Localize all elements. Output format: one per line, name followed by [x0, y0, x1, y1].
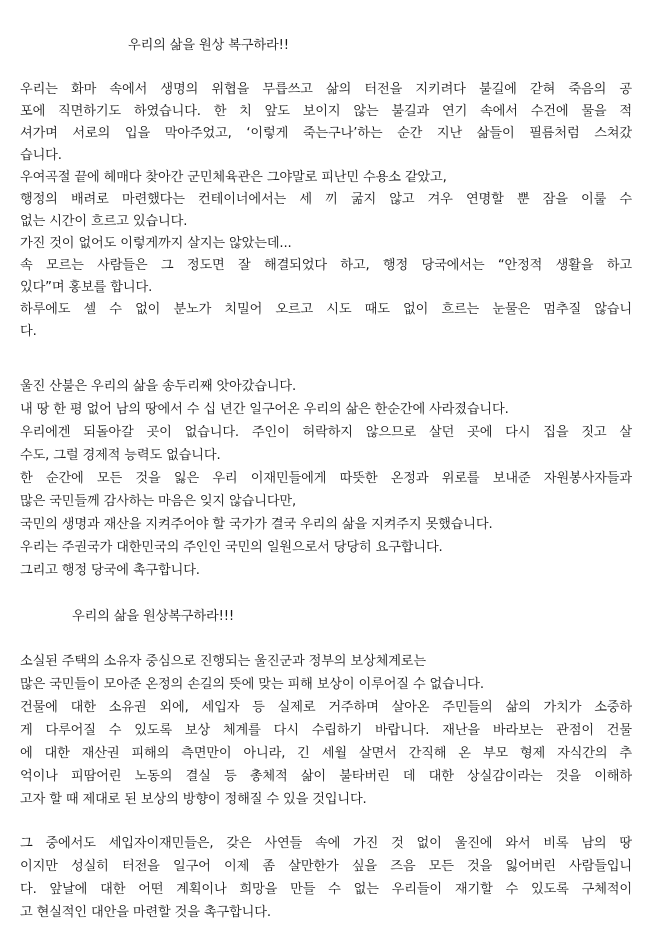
- text-line: 억이나 피땀어린 노동의 결실 등 총체적 삶이 불타버린 데 대한 상실감이라는 것을 이해하: [20, 769, 632, 784]
- text-line: 우여곡절 끝에 헤매다 찾아간 군민체육관은 그야말로 피난민 수용소 같았고,: [20, 170, 447, 185]
- document-title: 우리의 삶을 원상 복구하라!!: [128, 38, 289, 53]
- text-line: 우리에겐 되돌아갈 곳이 없습니다. 주인이 허락하지 않으므로 살던 곳에 다시 집을 짓고 살: [20, 425, 632, 440]
- text-line: 그 중에서도 세입자이재민들은, 갖은 사연들 속에 가진 것 없이 울진에 와서 비록 남의 땅: [20, 836, 632, 851]
- text-line: 속 모르는 사람들은 그 정도면 잘 해결되었다 하고, 행정 당국에서는 “안정적 생활을 하고: [20, 258, 632, 273]
- section-title: 우리의 삶을 원상복구하라!!!: [72, 609, 234, 624]
- text-line: 가진 것이 없어도 이렇게까지 살지는 않았는데...: [20, 236, 292, 251]
- text-line: 국민의 생명과 재산을 지켜주어야 할 국가가 결국 우리의 삶을 지켜주지 못했습니다.: [20, 517, 493, 532]
- text-line: 수도, 그럴 경제적 능력도 없습니다.: [20, 448, 221, 463]
- text-line: 하루에도 셀 수 없이 분노가 치밀어 오르고 시도 때도 없이 흐르는 눈물은 멈추질 않습니: [20, 302, 632, 317]
- text-line: 셔가며 서로의 입을 막아주었고, ‘이렇게 죽는구나’하는 순간 지난 삶들이 필름처럼 스쳐갔: [20, 126, 632, 141]
- text-line: 습니다.: [20, 148, 62, 163]
- text-line: 다. 앞날에 대한 어떤 계획이나 희망을 만들 수 없는 우리들이 재기할 수 있도록 구체적이: [20, 882, 632, 897]
- text-line: 많은 국민들께 감사하는 마음은 잊지 않습니다만,: [20, 494, 297, 509]
- text-line: 그리고 행정 당국에 촉구합니다.: [20, 563, 200, 578]
- text-line: 고 현실적인 대안을 마련할 것을 촉구합니다.: [20, 905, 271, 920]
- text-line: 내 땅 한 평 없어 남의 땅에서 수 십 년간 일구어온 우리의 삶은 한순간에 사라졌습니다.: [20, 402, 509, 417]
- text-line: 울진 산불은 우리의 삶을 송두리째 앗아갔습니다.: [20, 379, 297, 394]
- text-line: 고자 할 때 제대로 된 보상의 방향이 정해질 수 있을 것입니다.: [20, 792, 367, 807]
- text-line: 행정의 배려로 마련했다는 컨테이너에서는 세 끼 굶지 않고 겨우 연명할 뿐 잠을 이룰 수: [20, 192, 632, 207]
- text-line: 많은 국민들이 모아준 온정의 손길의 뜻에 맞는 피해 보상이 이루어질 수 없습니다.: [20, 677, 484, 692]
- text-line: 건물에 대한 소유권 외에, 세입자 등 실제로 거주하며 살아온 주민들의 삶의 가치가 소중하: [20, 700, 632, 715]
- text-line: 다.: [20, 324, 37, 339]
- text-line: 이지만 성실히 터전을 일구어 이제 좀 살만한가 싶을 즈음 모든 것을 잃어버린 사람들입니: [20, 859, 632, 874]
- text-line: 한 순간에 모든 것을 잃은 우리 이재민들에게 따뜻한 온정과 위로를 보내준 자원봉사자들과: [20, 471, 632, 486]
- text-line: 있다”며 홍보를 합니다.: [20, 280, 153, 295]
- text-line: 소실된 주택의 소유자 중심으로 진행되는 울진군과 정부의 보상체계로는: [20, 654, 426, 669]
- text-line: 우리는 화마 속에서 생명의 위협을 무릅쓰고 삶의 터전을 지키려다 불길에 갇혀 죽음의 공: [20, 82, 632, 97]
- text-line: 에 대한 재산권 피해의 측면만이 아니라, 긴 세월 살면서 간직해 온 부모 형제 자식간의 추: [20, 746, 632, 761]
- text-line: 포에 직면하기도 하였습니다. 한 치 앞도 보이지 않는 불길과 연기 속에서 수건에 물을 적: [20, 104, 632, 119]
- text-line: 우리는 주권국가 대한민국의 주인인 국민의 일원으로서 당당히 요구합니다.: [20, 540, 443, 555]
- text-line: 없는 시간이 흐르고 있습니다.: [20, 214, 188, 229]
- text-line: 게 다루어질 수 있도록 보상 체계를 다시 수립하기 바랍니다. 재난을 바라보는 관점이 건물: [20, 723, 632, 738]
